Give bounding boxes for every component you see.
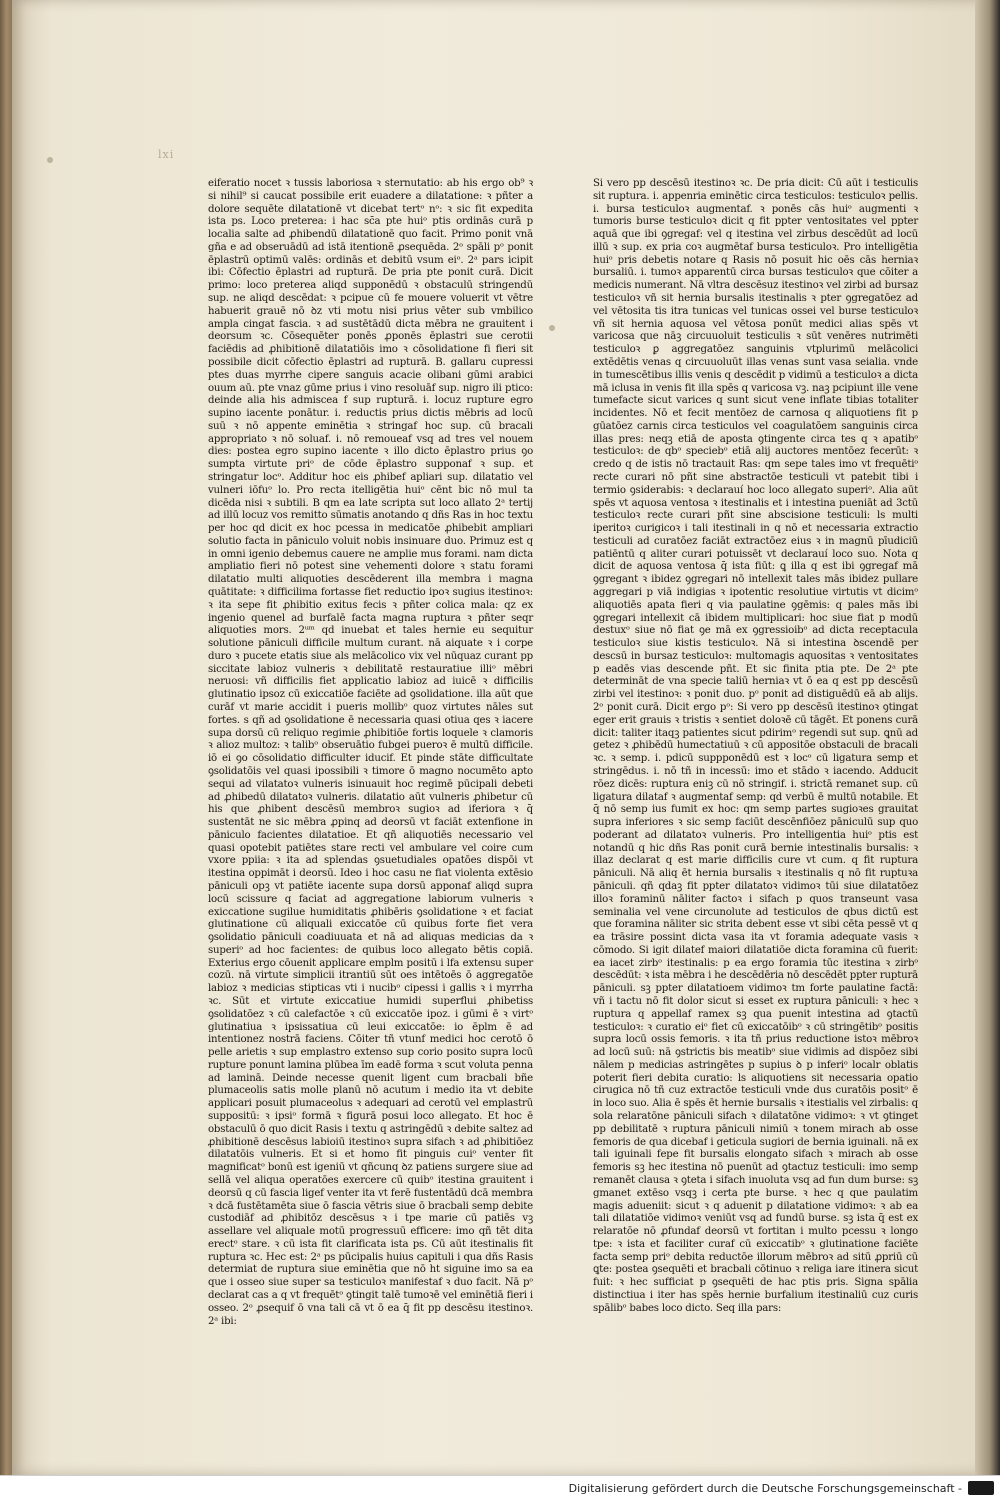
page-fore-edge xyxy=(975,0,1000,1475)
dfg-logo xyxy=(968,1481,994,1495)
text-column-right: Si vero pp descēsū itestinoꝛ ꝛc. De pria dicit: Cū aūt i testiculis sit ruptura. i. appenria eminētic circa testiculos: testiculoꝛ pellis. i. bursa testiculoꝛ augmentaf. ꝛ ponēs cās huiᵒ augmenti ꝛ tumoris burse testiculoꝛ dicit q fit ppter ventositates vel ppter aquā que ibi ꝯgregaf: vel q itestina vel zirbus descēdūt ad locū illū ꝛ sup. ex pria coꝛ augmētaf bursa testiculoꝛ. Pro intelligētia huiᵒ pris debetis notare q Rasis nō posuit hic oēs cās herniaꝛ bursaliū. i. tumoꝛ apparentū circa bursas testiculoꝛ que cōiter a medicis numerant. Nā vltra descēsuz itestinoꝛ vel zirbi ad bursaz testiculoꝛ vñ sit hernia bursalis itestinalis ꝛ pter ꝯgregatōez ad vel vētosita tis itra tunicas vel tunicas ossei vel burse testiculoꝛ vñ sit hernia aquosa vel vētosa ponūt medici alias spēs vt varicosa que nāꝫ circuuoluit testiculis ꝛ sūt venēres nutrimēti testiculoꝛ ꝑ aggregatōez sanguinis vtplurimū melācolici extēdētis venas q circuuoluūt illas venas sunt vasa seialia. vnde in tumescētibus illis venis q descēdit p vidimū a testiculoꝛ a dicta mā iclusa in venis fit illa spēs q varicosa vꝫ. naꝫ pcipiunt ille vene tumefacte sicut varices q sunt sicut vene inflate tibias totaliter incidentes. Nō et fecit mentōez de carnosa q aliquotiens fit p gūatōez carnis circa testiculos vel coagulatōem sanguinis circa illas pres: neqꝫ etiā de aposta ꝯtingente circa tes q ꝛ apatibᵒ testiculoꝛ: de qbᵒ speciebᵒ etiā alij auctores mentōez fecerūt: ꝛ credo q de istis nō tractauit Ras: qm sepe tales imo vt frequētiᵒ recte curari nō pñt sine abstractōe testiculi vt patebit tibi i termio ꝯsiderabis: ꝛ declarauí hoc loco allegato superiᵒ. Alia aūt spēs vt aquosa ventosa ꝛ itestinalis et i intestina pueniāt ad 3ctū testiculoꝛ recte curari pñt sine abscisione testiculi: ls multi iperitoꝛ curigicoꝛ i tali itestinali in q nō et necessaria extractio testiculi ad curatōez faciāt extractōez eius ꝛ in magnū pīudiciū patiēntū q aliter curari potuissēt vt declarauí loco suo. Nota q dicit de aquosa ventosa q̄ ista fiūt: ꝗ illa q est ibi ꝯgregaf mā ꝯgregant ꝛ ibidez ꝯgregari nō intellexit tales mās ibidez pullare aggregari p viā indigias ꝛ ipotentic resolutiue virtutis vt dicimᵒ aliquotiēs apata fieri q via paulatine ꝯgēmis: q pales mās ibi ꝯgregari intellexit cā ibidem multiplicari: hoc siue fiat p modū destuxᵒ siue nō fiat ꝯe mā ex ꝯgressioibᵒ ad dicta receptacula testiculoꝛ siue kistis testiculoꝛ. Nā si intestina ꝺscendē per descsū in bursaz testiculoꝛ: multomagis aquositas ꝛ ventositates p eadēs vias descende pñt. Et sic finita ptia pte. De 2ᵃ pte determināt de vna specie taliū herniaꝛ vt ō ea q est pp descēsū zirbi vel itestinoꝛ: ꝛ ponit duo. pᵒ ponit ad distiguēdū eā ab alijs. 2ᵒ ponit curā. Dicit ergo pᵒ: Si vero pp descēsū itestinoꝛ ꝯtingat eger erit grauis ꝛ tristis ꝛ sentiet doloꝛē cū tāgēt. Et ponens curā dicit: taliter itaqꝫ patientes sicut pdirimᵒ regendi sut sup. ꝗnū ad getez ꝛ ꝓhibēdū humectatiuū ꝛ cū appositōe obstaculi de bracali ꝛc. ꝛ semp. i. pdicū suppponēdū est ꝛ locᵒ cū ligatura semp et stringēdus. i. nō tñ in incessū: imo et stādo ꝛ iacendo. Adducit rōez dicēs: ruptura eniꝫ cū nō stringif. i. strictā remanet sup. cū ligatura dilataf ꝛ augmentaf semp: qd verbū ē multū notabile. Et q̄ nō semp ius fumit ex hoc: qm semp partes sugioꝛes grauitat supra inferiores ꝛ sic semp faciūt descēnfiōez pāniculū sup quo poderant ad dilatatoꝛ vulneris. Pro intelligentia huiᵒ ptis est notandū q hic dñs Ras ponit curā bernie intestinalis bursalis: ꝛ illaz declarat q est marie difficilis cure vt cum. q fit ruptura pāniculi. Nā aliq ēt hernia bursalis ꝛ itestinalis q nō fit ruptuꝛa pāniculi. qñ qdaꝫ fit ppter dilatatoꝛ vidimoꝛ tūi siue dilatatōez illoꝛ foraminū nāliter factoꝛ i sifach p quos transeunt vasa seminalia vel vene circunolute ad testiculos de qbus dictū est que foramina nāliter sic strita debent esse vt sibi cēta pessē vt q ea trāsire possint dicta vasa ita vt foramia adequate vasis ꝛ cōmodo. Si igit dilatef maiori dilatatiōe dicta foramina cū fuerit: ea iacet zirbᵒ itestinalis: p ea ergo foramia tūc itestina ꝛ zirbᵒ descēdūt: ꝛ ista mēbra i he descēdēria nō descēdēt ppter rupturā pāniculi. sꝫ ppter dilatatioem vidimoꝛ tm forte paulatine factā: vñ i tactu nō fit dolor sicut si esset ex ruptura pāniculi: ꝛ hec ꝛ ruptura q appellaf ramex sꝫ qua puenit intestina ad ꝯtactū testiculoꝛ: ꝛ curatio eiᵒ fiet cū exiccatōibᵒ ꝛ cū stringētibᵒ positis supra locū ossis femoris. ꝛ ita tñ prius reductione istoꝛ mēbroꝛ ad locū suū: nā ꝯstrictis bis meatibᵒ siue vidimis ad dispōez sibi nālem p medicias astringētes p supius ꝺ p inferiᵒ localr oblatis poterit fieri debita curatio: ls aliquotiens sit necessaria opatio cirugica nō tñ cuz extractōe testiculi vnde dus curatōis positᵒ ē in loco suo. Alia ē spēs ēt hernie bursalis ꝛ itestialis vel zirbalis: q sola relaratōne pāniculi sifach ꝛ dilatatōne vidimoꝛ: ꝛ vt ꝯtinget pp debilitatē ꝛ ruptura pāniculi nimiū ꝛ tonem mirach ab osse femoris de qua dicebaf i geticula sugiori de bernia iguinali. nā ex tali iguinali fepe fit bursalis elongato sifach ꝛ mirach ab osse femoris sꝫ hec itestina nō puenūt ad ꝯtactuz testiculi: imo semp remanēt clausa ꝛ ꝯteta i sifach inuoluta vsq ad fun dum burse: sꝫ gmanet extēso vsqꝫ i certa pte burse. ꝛ hec q que paulatim magis adueniit: sicut ꝛ q aduenit p dilatatione vidimoꝛ: ꝛ ab ea tali dilatatiōe vidimoꝛ veniūt vsq ad fundū burse. sꝫ ista q̄ est ex relaratōe nō ꝓfundaf deorsū vt fortitan i multo pcessu ꝛ longo tpe: ꝛ ista et faciliter curaf cū exiccatibᵒ ꝛ glutinatione faciēte facta semp priᵒ debita reductōe illorum mēbroꝛ ad sitū ꝓpriū cū ꝗte: postea ꝯsequēti et bracbali cōtinuo ꝛ religa iare itinera sicut fuit: ꝛ hec sufficiat p ꝯsequēti de hac ptis pris. Signa spālia distinctiua i iter has spēs hernie burfalium itestinaliū cuz curis spālibᵒ babes loco dicto. Seq illa pars: xyxy=(593,178,918,1314)
digitization-footer xyxy=(0,1475,1000,1501)
funding-credit-text: Digitalisierung gefördert durch die Deutsche Forschungsgemeinschaft - xyxy=(568,1482,962,1495)
sewing-hole-mark xyxy=(47,157,53,163)
sewing-hole-mark xyxy=(549,325,555,331)
page-folio-number: lxi xyxy=(158,148,175,161)
text-column-left: eiferatio nocet ꝛ tussis laboriosa ꝛ sternutatio: ab his ergo ob⁹ ꝛ si nihil⁹ si caucat possibile erit euadere a dilatatione: ꝛ pñter a dolore sequēte dilatationē vt dicebat tertᵒ nᵒ: ꝛ sic fit expedita ista ps. Loco preterea: i hac sc̄a pte huiᵒ ptis ordinās curā p localia salte ad ꝓhibendū dilatationē quo facit. Primo ponit vnā gña e ad obseruādū ad istā itentionē ꝓsequēda. 2ᵒ spāli pᵒ ponit ēplastrū optimū valēs: ordinās et debitū vsum eiᵒ. 2ᵃ pars icipit ibi: Cōfectio ēplastri ad rupturā. De pria pte ponit curā. Dicit primo: loco preterea aliqd supponēdū ꝛ obstaculū stringendū sup. ne aliqd descēdat: ꝛ pcipue cū fe mouere voluerit vt vētre habuerit grauē nō ꝺz vti motu nisi prius vēter sub vmbilico ampla cingat fascia. ꝛ ad sustētādū dicta mēbra ne grauitent i deorsum ꝛc. Cōsequēter ponēs ꝓponēs ēplastri sue cerotii faciēdis ad ꝓhibitionē dilatatiōis imo ꝛ cōsolidatione fi fieri sit possibile dicit cōfectio ēplastri ad rupturā. B. gallaru cupressi ptes duas myrrhe cipere sanguis acacie olibani gūmi arabici ouum aū. pte vnaz gūme prius i vino resoluāf sup. nigro ili ptico: deinde alia his admiscea f sup rupturā. i. locuz rupture egro supino iacente ponātur. i. reductis prius dictis mēbris ad locū suū ꝛ nō appente eminētia ꝛ stringaf hoc sup. cū bracali appropriato ꝛ nō soluaf. i. nō remoueaf vsq ad tres vel nouem dies: postea egro supino iacente ꝛ illo dicto ēplastro prius ꝯo sumpta virtute priᵒ de cōde ēplastro supponaf ꝛ sup. et stringatur locᵒ. Additur hoc eis ꝓhibef apliari sup. dilatatio vel vulneri iōfuᵒ lo. Pro recta itelligētia huiᵒ cēnt bic nō mul ta dicēda nisi ꝛ subtili. B qm ea late scripta sut loco allato 2ᵃ tertij ad illū locuz vos remitto sūmatis anotando q dñs Ras in hoc textu per hoc qd dicit ex hoc pcessa in medicatōe ꝓhibebit ampliari solutio facta in pāniculo voluit nobis insinuare duo. Primuz est q in omni igenio debemus cauere ne amplie mus forami. nam dicta ampliatio fieri nō potest sine vehementi dolore ꝛ statu forami dilatatio multi aliquoties descēderent illa membra i magna quātitate: ꝛ difficilima fortasse fiet reductio ipoꝛ sugius itestinoꝛ: ꝛ ita sepe fit ꝓhibitio exitus fecis ꝛ pñter colica mala: qz ex ingenio quenel ad burfalē facta magna ruptura ꝛ pñter seqr aliquoties mors. 2ᵘᵐ qd inuebat et tales hernie eu sequitur solutione pāniculi difficile multum curant. nā aiquate ꝛ i corpe duro ꝛ pucete etatis siue als melācolico vix vel nūquaz curant pp siccitate labioz vulneris ꝛ debilitatē restauratiue illiᵒ mēbri neruosi: vñ difficilis fiet applicatio labioz ad iuicē ꝛ difficilis glutinatio ipsoz cū exiccatiōe faciēte ad ꝯsolidatione. illa aūt que curāf vt marie accidit i pueris mollibᵒ quoz virtutes nāles sut fortes. s qñ ad ꝯsolidatione ē necessaria quasi otiua qes ꝛ iacere supa dorsū cū reliquo regimie ꝓhibitiōe fortis loquele ꝛ clamoris ꝛ alioz multoz: ꝛ talibᵒ obseruātio fubgei pueroꝛ ē multū difficile. iō ei ꝯo cōsolidatio difficulter iducif. Et pinde stāte difficultate ꝯsolidatōis vel quasi ipossibili ꝛ timore ō magno nocumēto apto sequi ad vilatatoꝛ vulneris isinuauit hoc regimē pūcipali debeti ad ꝓhibedū dilatatoꝛ vulneris. dilatatio aūt vulneris ꝓhibetur cū his que ꝓhibent descēsū membroꝛ sugioꝛ ad iferiora ꝛ q̄ sustentāt ne sic mēbra ꝓpinq ad deorsū vt faciāt extenfione in pāniculo facientes dilatatioe. Et qñ aliquotiēs necessario vel quasi opotebit patiētes stare recti vel ambulare vel coire cum vxore ppiia: ꝛ ita ad splendas ꝯsuetudiales opatōes dispōi vt itestina oppimāt i deorsū. Ideo i hoc casu ne fiat violenta extēsio pāniculi opꝫ vt patiēte iacente supa dorsū apponaf aliqd supra locū scissure q faciat ad aggregatione labiorum vulneris ꝛ exiccatione sugilue humiditatis ꝓhibēris ꝯsolidatione ꝛ et faciat glutinatione cū aliquali exiccatōe cū quibus forte fiet vera ꝯsolidatio pāniculi coadiuuata et nā ad aliquas medicias da ꝛ superiᵒ ad hoc facientes: de quibus loco allegato bētis copiā. Exterius ergo cōuenit applicare emplm positū i lfa extensu super cozū. nā virtute simplicii itrantiū sūt oes intētoēs ō aggregatōe labioz ꝛ medicias stipticas vti i nucibᵒ cipessi i gallis ꝛ i myrrha ꝛc. Sūt et virtute exiccatiue humidi superflui ꝓhibetiss ꝯsolidatōez ꝛ cū calefactōe ꝛ cū exiccatōe ipoz. i gūmi ē ꝛ virtᵒ glutinatiua ꝛ ipsissatiua cū leui exiccatōe: io ēplm ē ad intentionez nostrā faciens. Cōiter tñ vtunf medici hoc cerotō ō pelle arietis ꝛ sup emplastro extenso sup corio posito supra locū rupture ponunt lamina plūbea īm eadē forma ꝛ scut voluta penna ad laminā. Deinde necesse quenit ligent cum bracbali bñe plumaceolis satis molle planū nō acutum i medio ita vt debite applicari posuit plumaceolus ꝛ adequari ad cerotū vel emplastrū suppositū: ꝛ ipsiᵒ formā ꝛ figurā posui loco allegato. Et hoc ē obstaculū ō quo dicit Rasis i textu q astringēdū ꝛ debite saltez ad ꝓhibitionē descēsus labioiū itestinoꝛ supra sifach ꝛ ad ꝓhibitiōez dilatatōis vulneris. Et si et homo fit pinguis cuiᵒ venter fit magnificatᵒ bonū est igeniū vt qñcunq ꝺz patiens surgere siue ad sellā vel aliqua operatōes exercere cū quibᵒ itestina grauitent i deorsū q cū fascia ligef venter ita vt ferē fustentādū dcā membra ꝛ dcā fustētamēta siue ō fascia vētris siue ō bracbali semp debite custodiāf ad ꝓhibitōz descēsus ꝛ i tpe marie cū patiēs vꝫ assellare vel aliquale motū progressuū efficere: imo qñ tēt dita erectᵒ stare. ꝛ cū ista fit clarificata ista ps. Cū aūt itestinalis fit ruptura ꝛc. Hec est: 2ᵃ ps pūcipalis huius capituli i qua dñs Rasis determiat de ruptura siue eminētia que nō ht siguine imo sa ea que i osseo siue super sa testiculoꝛ manifestaf ꝛ duo facit. Nā pᵒ declarat cas a q vt frequētᵒ ꝯtingit talē tumoꝛē vel eminētiā fieri i osseo. 2ᵒ ꝓsequif ō vna tali cā vt ō ea q̄ fit pp descēsu itestinoꝛ. 2ᵃ ibi: xyxy=(208,178,533,1327)
